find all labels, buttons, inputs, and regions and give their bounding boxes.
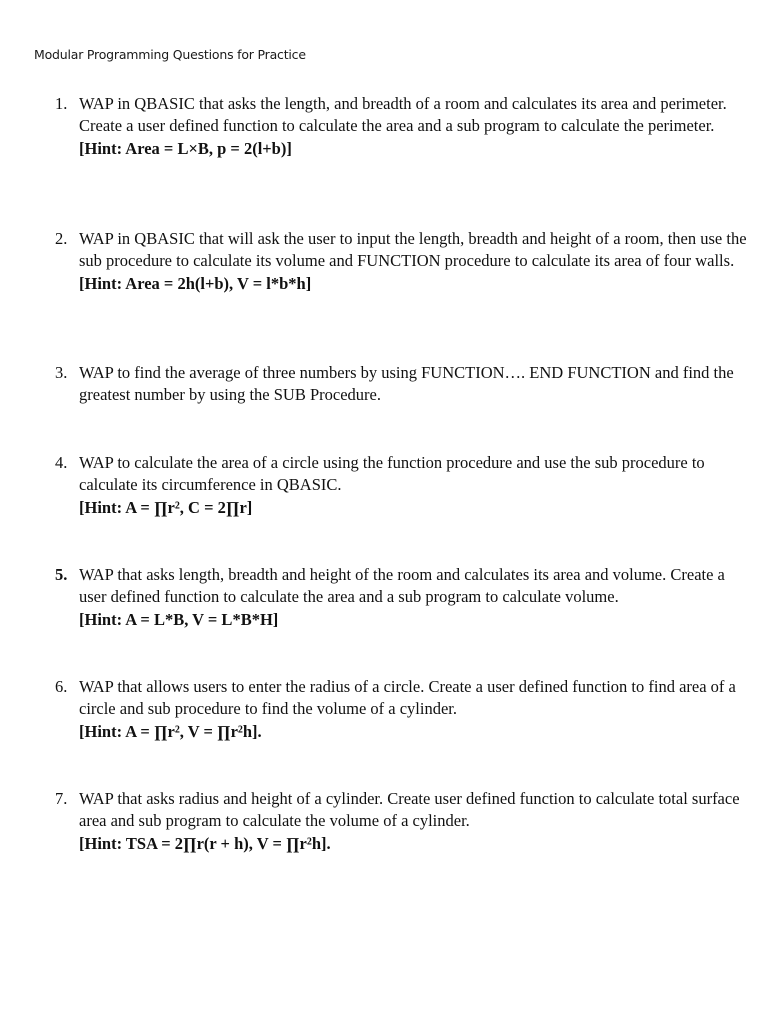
- question-text: WAP that asks length, breadth and height of the room and calculates its area and volume. Create a user defined function to calculate the area and a sub program to calculate volume.: [79, 565, 725, 607]
- question-number: 7.: [55, 789, 68, 808]
- question-hint: [Hint: A = ∏r², V = ∏r²h].: [79, 721, 262, 741]
- question-item: [55, 564, 749, 631]
- question-item: [55, 93, 749, 160]
- question-number: 5.: [55, 565, 68, 584]
- question-item: [55, 452, 749, 519]
- question-hint: [Hint: A = ∏r², C = 2∏r]: [79, 497, 253, 517]
- question-number: 4.: [55, 453, 68, 472]
- question-item: [55, 788, 749, 855]
- question-text: WAP in QBASIC that asks the length, and breadth of a room and calculates its area and perimeter. Create a user defined function to calculate the area and a sub program to calculate the perimeter.: [79, 94, 727, 136]
- question-number: 6.: [55, 677, 68, 696]
- question-text: WAP that asks radius and height of a cylinder. Create user defined function to calculate total surface area and sub program to calculate the volume of a cylinder.: [79, 789, 740, 831]
- question-hint: [Hint: TSA = 2∏r(r + h), V = ∏r²h].: [79, 833, 331, 853]
- question-number: 1.: [55, 94, 68, 113]
- question-text: WAP in QBASIC that will ask the user to input the length, breadth and height of a room, then use the sub procedure to calculate its volume and FUNCTION procedure to calculate its area of four walls.: [79, 229, 747, 271]
- question-item: [55, 362, 749, 407]
- question-text: WAP to find the average of three numbers by using FUNCTION…. END FUNCTION and find the greatest number by using the SUB Procedure.: [79, 363, 734, 405]
- question-hint: [Hint: A = L*B, V = L*B*H]: [79, 609, 279, 629]
- question-number: 2.: [55, 229, 68, 248]
- question-item: [55, 676, 749, 743]
- document-title: Modular Programming Questions for Practice: [34, 47, 306, 62]
- question-number: 3.: [55, 363, 68, 382]
- question-text: WAP to calculate the area of a circle using the function procedure and use the sub procedure to calculate its circumference in QBASIC.: [79, 453, 705, 495]
- question-item: [55, 228, 749, 295]
- question-text: WAP that allows users to enter the radius of a circle. Create a user defined function to find area of a circle and sub procedure to find the volume of a cylinder.: [79, 677, 736, 719]
- question-hint: [Hint: Area = L×B, p = 2(l+b)]: [79, 138, 292, 158]
- question-hint: [Hint: Area = 2h(l+b), V = l*b*h]: [79, 273, 312, 293]
